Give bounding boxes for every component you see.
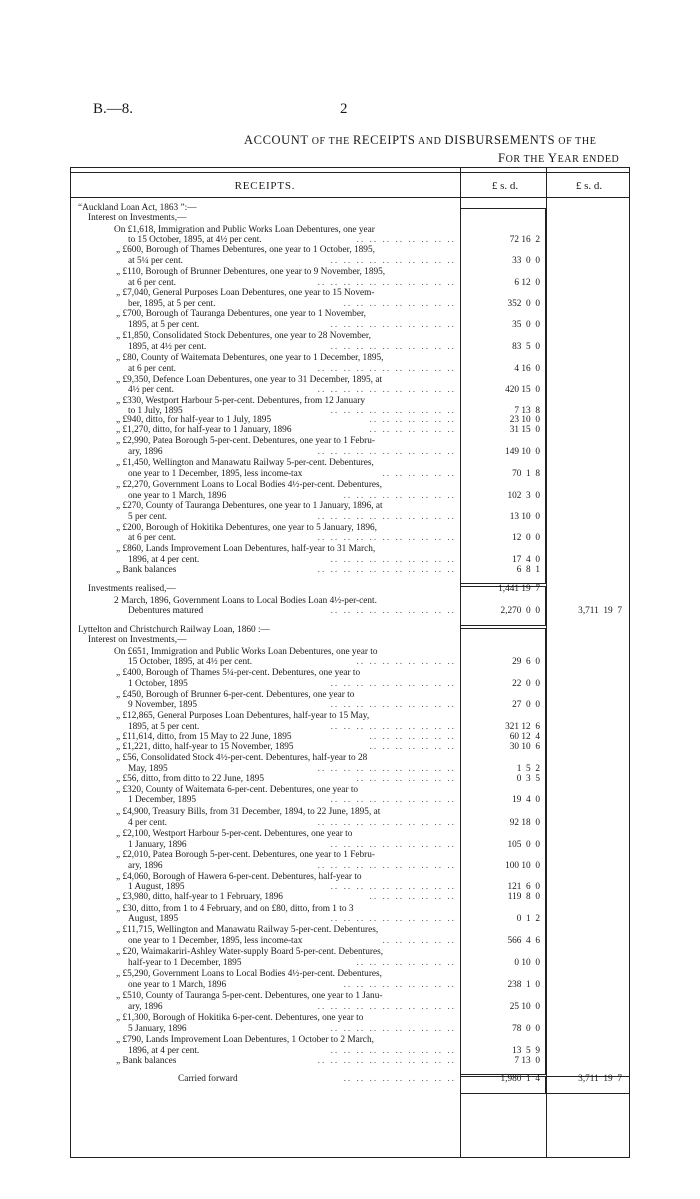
receipt-description: 5 per cent.: [128, 512, 167, 522]
leader-dots: .. .. .. .. .. .. .. .. .. ..: [330, 840, 456, 850]
list-item: [0, 555, 700, 565]
list-item: [0, 829, 700, 839]
leader-dots: .. .. .. .. .. .. .. .. ..: [343, 980, 456, 990]
list-item: [0, 299, 700, 309]
leader-dots: .. .. .. .. .. .. .. .. .. ..: [330, 700, 456, 710]
list-item: [0, 480, 700, 490]
leader-dots: .. .. .. .. .. .. .. .. .. ..: [330, 1024, 456, 1034]
list-item: [0, 1024, 700, 1034]
leader-dots: .. .. .. .. .. .. .. .. .. .. ..: [317, 447, 456, 457]
list-item: [0, 1056, 700, 1066]
receipt-description: August, 1895: [128, 914, 179, 924]
list-item: [0, 625, 700, 635]
receipt-description: 9 November, 1895: [128, 700, 198, 710]
amount-lsd: 83 5 0: [512, 342, 540, 352]
amount-lsd: 238 1 0: [507, 980, 540, 990]
amount-lsd: 33 0 0: [512, 256, 540, 266]
list-item: [0, 1074, 700, 1084]
amount-lsd: 23 10 0: [509, 415, 540, 425]
receipt-description: 1895, at 5 per cent.: [128, 320, 200, 330]
receipt-description: „ £3,980, ditto, half-year to 1 February, 1896: [116, 892, 283, 902]
list-item: [0, 245, 700, 255]
receipt-description: 2 March, 1896, Government Loans to Local Bodies Loan 4½-per-cent.: [114, 596, 377, 606]
list-item: [0, 732, 700, 742]
receipt-description: „ £1,450, Wellington and Manawatu Railway 5-per-cent. Debentures,: [116, 458, 374, 468]
receipt-description: „ £790, Lands Improvement Loan Debentures, 1 October to 2 March,: [116, 1035, 374, 1045]
leader-dots: .. .. .. .. .. .. ..: [369, 892, 456, 902]
list-item: [0, 213, 700, 223]
receipt-description: Interest on Investments,—: [88, 213, 187, 223]
list-item: [0, 774, 700, 784]
amount-lsd: 31 15 0: [509, 425, 540, 435]
leader-dots: .. .. .. .. .. .. ..: [369, 425, 456, 435]
receipt-description: „ Bank balances: [116, 565, 177, 575]
list-item: [0, 425, 700, 435]
list-item: [0, 375, 700, 385]
total-lsd: 3,711 19 7: [578, 606, 622, 616]
list-item: [0, 544, 700, 554]
receipt-description: 5 January, 1896: [128, 1024, 187, 1034]
receipt-description: 1895, at 5 per cent.: [128, 722, 200, 732]
list-item: [0, 753, 700, 763]
receipt-description: „ £600, Borough of Thames Debentures, one year to 1 October, 1895,: [116, 245, 375, 255]
receipt-description: Debentures matured: [128, 606, 204, 616]
leader-dots: .. .. .. .. .. .. .. .. .. .. ..: [317, 278, 456, 288]
list-item: [0, 958, 700, 968]
receipt-description: „ £320, County of Waitemata 6-per-cent. Debentures, one year to: [116, 785, 359, 795]
list-item: [0, 565, 700, 575]
receipt-description: 1896, at 4 per cent.: [128, 1046, 200, 1056]
receipt-description: „ £2,990, Patea Borough 5-per-cent. Debentures, one year to 1 Febru-: [116, 436, 376, 446]
receipt-description: 1 December, 1895: [128, 795, 197, 805]
list-item: [0, 1013, 700, 1023]
list-item: [0, 882, 700, 892]
list-item: [0, 606, 700, 616]
leader-dots: .. .. .. .. .. .. .. .. .. .. ..: [317, 364, 456, 374]
receipt-description: „ £700, Borough of Tauranga Debentures, one year to 1 November,: [116, 309, 367, 319]
list-item: [0, 679, 700, 689]
receipt-description: On £1,618, Immigration and Public Works Loan Debentures, one year: [114, 225, 375, 235]
list-item: [0, 904, 700, 914]
amount-lsd: 0 10 0: [514, 958, 540, 968]
list-item: [0, 235, 700, 245]
amount-lsd: 70 1 8: [512, 469, 540, 479]
amount-lsd: 321 12 6: [505, 722, 540, 732]
list-item: [0, 872, 700, 882]
leader-dots: .. .. .. .. .. .. .. .. .. ..: [330, 256, 456, 266]
receipt-description: at 6 per cent.: [128, 533, 177, 543]
leader-dots: .. .. .. .. .. .. .. ..: [356, 657, 456, 667]
receipt-description: 1 January, 1896: [128, 840, 187, 850]
amount-lsd: 7 13 0: [514, 1056, 540, 1066]
amount-lsd: 78 0 0: [512, 1024, 540, 1034]
leader-dots: .. .. .. .. .. .. .. .. .. .. ..: [317, 1002, 456, 1012]
receipt-description: 1 October, 1895: [128, 679, 188, 689]
receipt-description: „ £2,100, Westport Harbour 5-per-cent. Debentures, one year to: [116, 829, 353, 839]
receipt-description: Carried forward: [178, 1074, 238, 1084]
list-item: [0, 647, 700, 657]
receipt-description: „ £270, County of Tauranga Debentures, one year to 1 January, 1896, at: [116, 501, 383, 511]
leader-dots: .. .. .. .. .. .. .. .. .. ..: [330, 606, 456, 616]
list-item: [0, 969, 700, 979]
amount-lsd: 1,980 1 4: [500, 1074, 540, 1084]
receipt-description: at 5¼ per cent.: [128, 256, 183, 266]
receipt-description: „ £80, County of Waitemata Debentures, one year to 1 December, 1895,: [116, 353, 384, 363]
list-item: [0, 742, 700, 752]
list-item: [0, 818, 700, 828]
amount-lsd: 105 0 0: [507, 840, 540, 850]
leader-dots: .. .. .. .. .. .. .. .. .. .. ..: [317, 764, 456, 774]
leader-dots: .. .. .. .. .. .. .. .. .. ..: [330, 342, 456, 352]
list-item: [0, 396, 700, 406]
receipt-description: to 1 July, 1895: [128, 406, 183, 416]
amount-lsd: 4 16 0: [514, 364, 540, 374]
receipt-description: „ £4,060, Borough of Hawera 6-per-cent. Debentures, half-year to: [116, 872, 362, 882]
receipt-description: half-year to 1 December, 1895: [128, 958, 242, 968]
receipt-description: „ £9,350, Defence Loan Debentures, one year to 31 December, 1895, at: [116, 375, 383, 385]
receipt-description: one year to 1 December, 1895, less income-tax: [128, 469, 303, 479]
receipt-description: 4½ per cent.: [128, 385, 174, 395]
receipt-description: May, 1895: [128, 764, 168, 774]
receipts-column-header: RECEIPTS.: [234, 180, 296, 192]
list-item: [0, 469, 700, 479]
receipt-description: „ £1,300, Borough of Hokitika 6-per-cent. Debentures, one year to: [116, 1013, 364, 1023]
receipt-description: „ £400, Borough of Thames 5¼-per-cent. Debentures, one year to: [116, 668, 361, 678]
amount-lsd: 19 4 0: [512, 795, 540, 805]
receipt-description: „ £56, ditto, from ditto to 22 June, 1895: [116, 774, 264, 784]
receipt-description: „ £510, County of Tauranga 5-per-cent. Debentures, one year to 1 Janu-: [116, 991, 383, 1001]
receipt-description: ary, 1896: [128, 861, 163, 871]
leader-dots: .. .. .. .. .. .. .. .. .. ..: [330, 679, 456, 689]
amount-lsd: 102 3 0: [507, 491, 540, 501]
leader-dots: .. .. .. .. .. .. .. .. .. .. ..: [317, 861, 456, 871]
amount-lsd: 566 4 6: [507, 936, 540, 946]
list-item: [0, 914, 700, 924]
leader-dots: .. .. .. .. .. .. ..: [369, 742, 456, 752]
amount-lsd: 352 0 0: [507, 299, 540, 309]
list-item: [0, 596, 700, 606]
list-item: [0, 861, 700, 871]
receipt-description: „ £11,614, ditto, from 15 May to 22 June, 1895: [116, 732, 292, 742]
leader-dots: .. .. .. .. .. .. .. ..: [356, 774, 456, 784]
receipt-description: „ £450, Borough of Brunner 6-per-cent. Debentures, one year to: [116, 690, 355, 700]
list-item: [0, 342, 700, 352]
leader-dots: .. .. .. .. .. .. .. .. .. ..: [330, 914, 456, 924]
receipt-description: one year to 1 March, 1896: [128, 980, 227, 990]
list-item: [0, 657, 700, 667]
list-item: [0, 1046, 700, 1056]
list-item: [0, 533, 700, 543]
receipt-description: „ £200, Borough of Hokitika Debentures, one year to 5 January, 1896,: [116, 523, 377, 533]
amount-lsd: 29 6 0: [512, 657, 540, 667]
receipt-description: „ £56, Consolidated Stock 4½-per-cent. Debentures, half-year to 28: [116, 753, 368, 763]
list-item: [0, 690, 700, 700]
receipt-description: „ £4,900, Treasury Bills, from 31 December, 1894, to 22 June, 1895, at: [116, 807, 381, 817]
list-item: [0, 512, 700, 522]
amount-lsd: 12 0 0: [512, 533, 540, 543]
amount-lsd: 0 1 2: [516, 914, 540, 924]
amount-lsd: 13 10 0: [509, 512, 540, 522]
receipt-description: ber, 1895, at 5 per cent.: [128, 299, 216, 309]
list-item: [0, 267, 700, 277]
amount-lsd: 13 5 9: [512, 1046, 540, 1056]
receipt-description: Lyttelton and Christchurch Railway Loan, 1860 :—: [78, 625, 270, 635]
list-item: [0, 415, 700, 425]
receipt-description: „ Bank balances: [116, 1056, 177, 1066]
list-item: [0, 288, 700, 298]
leader-dots: .. .. .. .. .. .. .. .. .. .. ..: [317, 565, 456, 575]
list-item: [0, 491, 700, 501]
receipt-description: „ £1,270, ditto, for half-year to 1 January, 1896: [116, 425, 292, 435]
document-code: B.—8.: [93, 101, 134, 117]
list-item: [0, 795, 700, 805]
receipt-description: ary, 1896: [128, 1002, 163, 1012]
list-item: [0, 722, 700, 732]
receipt-description: „ £11,715, Wellington and Manawatu Railway 5-per-cent. Debentures,: [116, 925, 379, 935]
leader-dots: .. .. .. .. .. .. .. ..: [356, 235, 456, 245]
list-item: [0, 501, 700, 511]
list-item: [0, 436, 700, 446]
receipt-description: 1896, at 4 per cent.: [128, 555, 200, 565]
amount-lsd: 25 10 0: [509, 1002, 540, 1012]
page-title-line-1: ACCOUNT OF THE RECEIPTS AND DISBURSEMENTS OF THE: [244, 133, 597, 147]
list-item: [0, 764, 700, 774]
list-item: [0, 320, 700, 330]
amount-lsd: 2,270 0 0: [500, 606, 540, 616]
leader-dots: .. .. .. .. .. .. .. .. .. ..: [330, 1046, 456, 1056]
receipt-description: 1895, at 4½ per cent.: [128, 342, 207, 352]
lsd-column-header-2: £ s. d.: [575, 180, 603, 192]
page-title-line-2: FOR THE YEAR ENDED: [498, 151, 620, 165]
receipt-description: „ £20, Waimakariri-Ashley Water-supply Board 5-per-cent. Debentures,: [116, 947, 384, 957]
list-item: [0, 523, 700, 533]
list-item: [0, 225, 700, 235]
receipt-description: „ £1,221, ditto, half-year to 15 November, 1895: [116, 742, 294, 752]
amount-lsd: 100 10 0: [505, 861, 540, 871]
receipt-description: „ £7,040, General Purposes Loan Debentures, one year to 15 Novem-: [116, 288, 375, 298]
leader-dots: .. .. .. .. .. .. .. .. ..: [343, 299, 456, 309]
leader-dots: .. .. .. .. .. .. .. .. .. ..: [330, 555, 456, 565]
amount-lsd: 1 5 2: [516, 764, 540, 774]
list-item: [0, 892, 700, 902]
list-item: [0, 991, 700, 1001]
amount-lsd: 6 8 1: [516, 565, 540, 575]
list-item: [0, 785, 700, 795]
list-item: [0, 584, 700, 594]
list-item: [0, 364, 700, 374]
list-item: [0, 668, 700, 678]
leader-dots: .. .. .. .. .. .. .. .. .. .. ..: [317, 512, 456, 522]
receipt-description: „ £940, ditto, for half-year to 1 July, 1895: [116, 415, 272, 425]
receipt-description: Investments realised,—: [88, 584, 176, 594]
receipt-description: at 6 per cent.: [128, 278, 177, 288]
list-item: [0, 1002, 700, 1012]
list-item: [0, 256, 700, 266]
leader-dots: .. .. .. .. .. .. .. .. .. .. ..: [317, 385, 456, 395]
receipt-description: „ £12,865, General Purposes Loan Debentures, half-year to 15 May,: [116, 711, 370, 721]
leader-dots: .. .. .. .. .. .. .. .. .. .. ..: [317, 1056, 456, 1066]
amount-lsd: 92 18 0: [509, 818, 540, 828]
amount-lsd: 149 10 0: [505, 447, 540, 457]
list-item: [0, 947, 700, 957]
list-item: [0, 700, 700, 710]
list-item: [0, 635, 700, 645]
amount-lsd: 30 10 6: [509, 742, 540, 752]
receipt-description: „ £860, Lands Improvement Loan Debentures, half-year to 31 March,: [116, 544, 376, 554]
total-lsd: 3,711 19 7: [578, 1074, 622, 1084]
list-item: [0, 203, 700, 213]
leader-dots: .. .. .. .. .. .. .. .. ..: [343, 491, 456, 501]
leader-dots: .. .. .. .. .. .. .. .. .. .. ..: [317, 533, 456, 543]
amount-lsd: 420 15 0: [505, 385, 540, 395]
list-item: [0, 925, 700, 935]
amount-lsd: 119 8 0: [507, 892, 540, 902]
list-item: [0, 936, 700, 946]
receipt-description: one year to 1 March, 1896: [128, 491, 227, 501]
receipt-description: 4 per cent.: [128, 818, 167, 828]
amount-lsd: 1,441 19 7: [498, 584, 540, 594]
list-item: [0, 331, 700, 341]
list-item: [0, 1035, 700, 1045]
receipt-description: ary, 1896: [128, 447, 163, 457]
leader-dots: .. .. .. .. .. .. .. .. .. .. ..: [317, 818, 456, 828]
list-item: [0, 850, 700, 860]
list-item: [0, 840, 700, 850]
receipt-description: „ £30, ditto, from 1 to 4 February, and on £80, ditto, from 1 to 3: [116, 904, 354, 914]
leader-dots: .. .. .. .. .. .. .. .. .. ..: [330, 722, 456, 732]
receipt-description: Interest on Investments,—: [88, 635, 187, 645]
amount-lsd: 35 0 0: [512, 320, 540, 330]
amount-lsd: 17 4 0: [512, 555, 540, 565]
leader-dots: .. .. .. .. .. ..: [382, 936, 456, 946]
receipt-description: one year to 1 December, 1895, less income-tax: [128, 936, 303, 946]
list-item: [0, 353, 700, 363]
amount-lsd: 72 16 2: [509, 235, 540, 245]
leader-dots: .. .. .. .. .. .. .. ..: [356, 958, 456, 968]
list-item: [0, 807, 700, 817]
leader-dots: .. .. .. .. .. .. .. .. .. ..: [330, 406, 456, 416]
leader-dots: .. .. .. .. .. .. ..: [369, 415, 456, 425]
list-item: [0, 385, 700, 395]
receipt-description: „ £1,850, Consolidated Stock Debentures, one year to 28 November,: [116, 331, 371, 341]
amount-lsd: 121 6 0: [507, 882, 540, 892]
amount-lsd: 22 0 0: [512, 679, 540, 689]
receipt-description: „ £5,290, Government Loans to Local Bodies 4½-per-cent. Debentures,: [116, 969, 382, 979]
leader-dots: .. .. .. .. .. .. .. .. ..: [343, 1074, 456, 1084]
leader-dots: .. .. .. .. .. .. .. .. .. ..: [330, 882, 456, 892]
list-item: [0, 458, 700, 468]
amount-lsd: 0 3 5: [516, 774, 540, 784]
receipt-description: 15 October, 1895, at 4½ per cent.: [128, 657, 253, 667]
receipt-description: „ £2,010, Patea Borough 5-per-cent. Debentures, one year to 1 Febru-: [116, 850, 376, 860]
receipt-description: 1 August, 1895: [128, 882, 185, 892]
receipt-description: at 6 per cent.: [128, 364, 177, 374]
amount-lsd: 27 0 0: [512, 700, 540, 710]
leader-dots: .. .. .. .. .. .. .. .. .. ..: [330, 795, 456, 805]
receipt-description: „ £2,270, Government Loans to Local Bodies 4½-per-cent. Debentures,: [116, 480, 382, 490]
receipt-description: „ £330, Westport Harbour 5-per-cent. Debentures, from 12 January: [116, 396, 366, 406]
lsd-column-header-1: £ s. d.: [491, 180, 519, 192]
list-item: [0, 406, 700, 416]
leader-dots: .. .. .. .. .. .. .. .. .. ..: [330, 320, 456, 330]
receipt-description: On £651, Immigration and Public Works Loan Debentures, one year to: [114, 647, 378, 657]
amount-lsd: 7 13 8: [514, 406, 540, 416]
list-item: [0, 447, 700, 457]
list-item: [0, 711, 700, 721]
amount-lsd: 6 12 0: [514, 278, 540, 288]
list-item: [0, 980, 700, 990]
amount-lsd: 60 12 4: [509, 732, 540, 742]
receipt-description: „ £110, Borough of Brunner Debentures, one year to 9 November, 1895,: [116, 267, 386, 277]
receipt-description: to 15 October, 1895, at 4½ per cent.: [128, 235, 262, 245]
list-item: [0, 278, 700, 288]
list-item: [0, 309, 700, 319]
receipt-description: “Auckland Loan Act, 1863 ”:—: [78, 203, 197, 213]
leader-dots: .. .. .. .. .. ..: [382, 469, 456, 479]
leader-dots: .. .. .. .. .. .. ..: [369, 732, 456, 742]
page-number: 2: [340, 101, 348, 117]
